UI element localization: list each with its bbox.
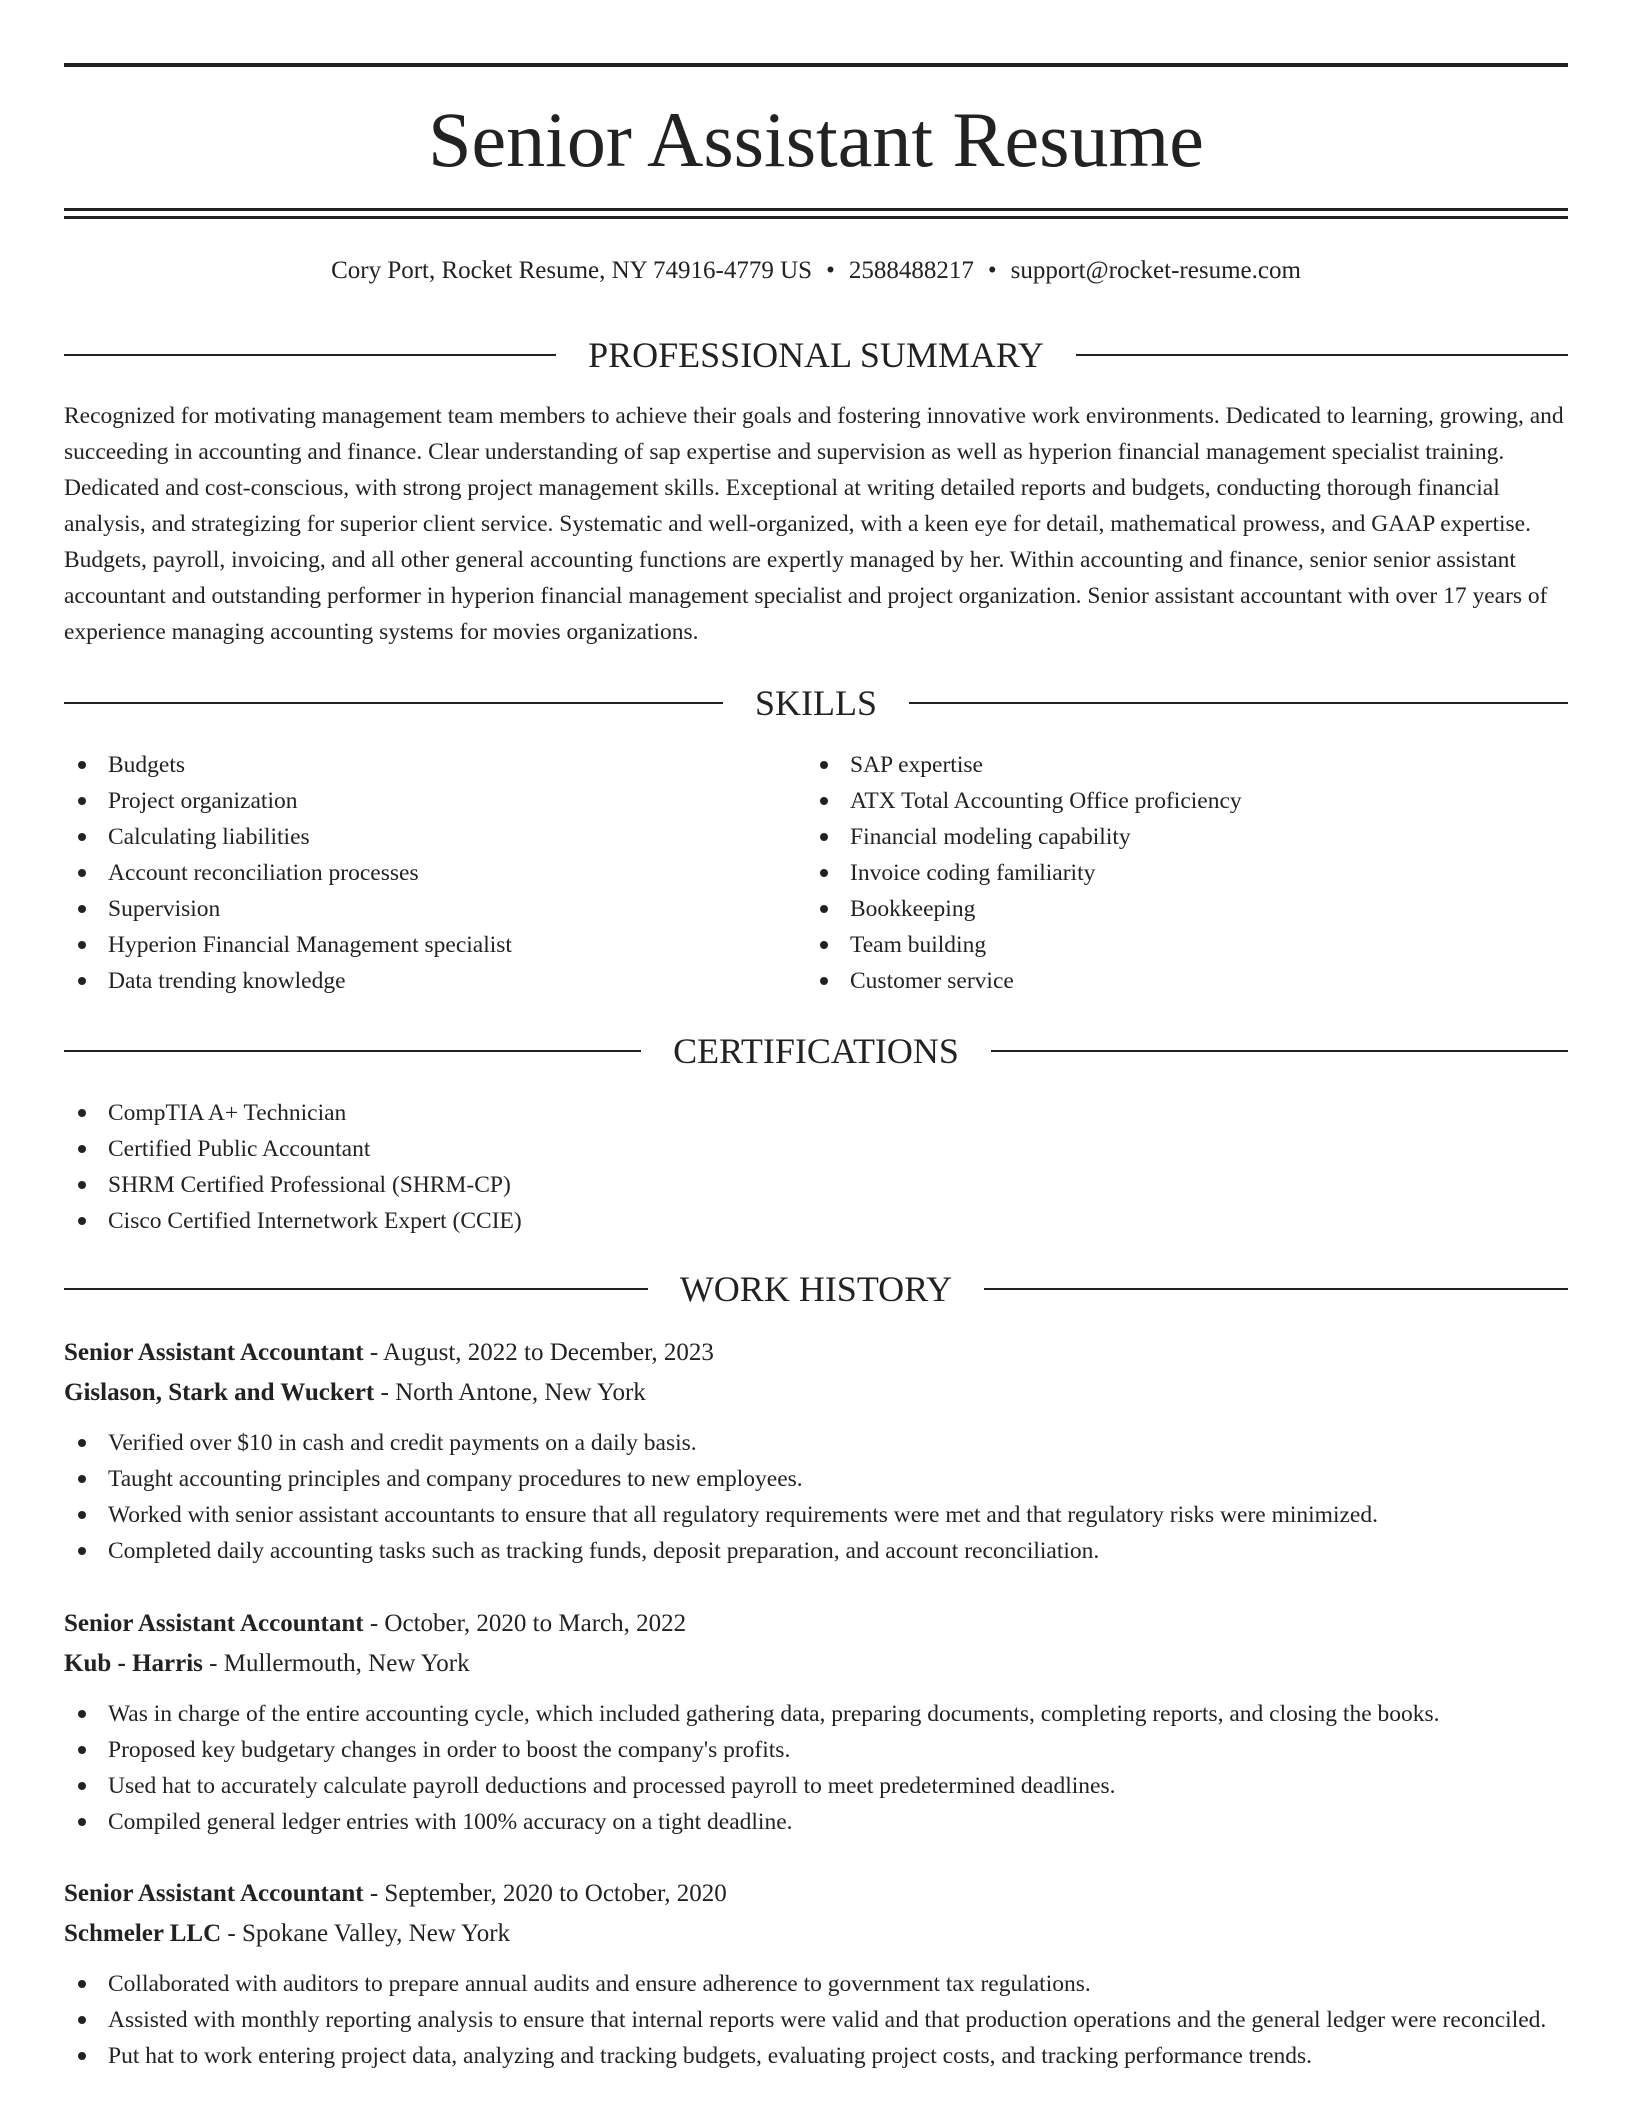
skill-item: Account reconciliation processes xyxy=(64,855,804,891)
certification-item: SHRM Certified Professional (SHRM-CP) xyxy=(64,1167,1568,1203)
job-duty: Was in charge of the entire accounting cycle, which included gathering data, preparing documents, completing reports, and closing the books. xyxy=(64,1696,1568,1732)
skill-item: Invoice coding familiarity xyxy=(806,855,1568,891)
bullet-icon xyxy=(78,1511,86,1519)
job-dates: - September, 2020 to October, 2020 xyxy=(363,1880,727,1907)
job-title-line xyxy=(64,1604,1568,1644)
bullet-icon xyxy=(820,761,828,769)
skill-item: SAP expertise xyxy=(806,747,1568,783)
title-rule-upper xyxy=(64,208,1568,211)
bullet-icon xyxy=(78,1818,86,1826)
job-dates: - August, 2022 to December, 2023 xyxy=(363,1339,714,1366)
job-location: - Spokane Valley, New York xyxy=(221,1920,511,1947)
job-duty: Verified over $10 in cash and credit payments on a daily basis. xyxy=(64,1425,1568,1461)
bullet-icon xyxy=(78,977,86,985)
job-location: - North Antone, New York xyxy=(374,1379,646,1406)
job-duties-list xyxy=(64,1696,1568,1840)
skill-item: Budgets xyxy=(64,747,804,783)
skill-item: Data trending knowledge xyxy=(64,963,804,999)
job-dates: - October, 2020 to March, 2022 xyxy=(363,1610,687,1637)
job-title-line xyxy=(64,1874,1568,1914)
section-title-skills: SKILLS xyxy=(755,683,878,723)
job-title: Senior Assistant Accountant xyxy=(64,1880,364,1907)
contact-email: support@rocket-resume.com xyxy=(1010,257,1301,284)
job-duty: Completed daily accounting tasks such as tracking funds, deposit preparation, and account reconciliation. xyxy=(64,1533,1568,1569)
divider-line xyxy=(984,1288,1568,1290)
skills-list-left xyxy=(64,747,804,999)
job-duties-list xyxy=(64,1425,1568,1569)
skills-list-right xyxy=(806,747,1568,999)
bullet-icon xyxy=(78,1109,86,1117)
contact-phone: 2588488217 xyxy=(848,257,974,284)
divider-line xyxy=(909,702,1568,704)
resume-title: Senior Assistant Resume xyxy=(428,96,1204,183)
bullet-icon xyxy=(78,1439,86,1447)
skill-item: Team building xyxy=(806,927,1568,963)
job-duties-list xyxy=(64,1966,1568,2074)
job-duty: Put hat to work entering project data, analyzing and tracking budgets, evaluating project costs, and tracking performance trends. xyxy=(64,2038,1568,2074)
job-duty: Collaborated with auditors to prepare annual audits and ensure adherence to government tax regulations. xyxy=(64,1966,1568,2002)
top-rule xyxy=(64,63,1568,67)
job-entry xyxy=(64,1333,1568,1569)
bullet-icon xyxy=(78,2052,86,2060)
contact-address: Cory Port, Rocket Resume, NY 74916-4779 US xyxy=(331,257,813,284)
job-title: Senior Assistant Accountant xyxy=(64,1610,364,1637)
bullet-icon xyxy=(78,2016,86,2024)
section-header-skills xyxy=(64,681,1568,725)
section-title-summary: PROFESSIONAL SUMMARY xyxy=(588,335,1044,375)
job-duty: Compiled general ledger entries with 100% accuracy on a tight deadline. xyxy=(64,1804,1568,1840)
bullet-icon xyxy=(78,905,86,913)
skill-item: Project organization xyxy=(64,783,804,819)
certification-item: CompTIA A+ Technician xyxy=(64,1095,1568,1131)
bullet-icon xyxy=(78,833,86,841)
job-duty: Assisted with monthly reporting analysis to ensure that internal reports were valid and that production operations and the general ledger were reconciled. xyxy=(64,2002,1568,2038)
divider-line xyxy=(64,1288,648,1290)
skill-item: Financial modeling capability xyxy=(806,819,1568,855)
skill-item: Calculating liabilities xyxy=(64,819,804,855)
job-entry xyxy=(64,1604,1568,1840)
divider-line xyxy=(64,354,556,356)
divider-line xyxy=(64,1050,641,1052)
section-header-summary xyxy=(64,333,1568,377)
bullet-icon xyxy=(78,869,86,877)
job-company: Kub - Harris xyxy=(64,1650,203,1677)
bullet-icon xyxy=(820,833,828,841)
bullet-icon xyxy=(820,869,828,877)
certifications-list xyxy=(64,1095,1568,1239)
divider-line xyxy=(1076,354,1568,356)
bullet-icon xyxy=(820,977,828,985)
certification-item: Certified Public Accountant xyxy=(64,1131,1568,1167)
job-company-line xyxy=(64,1373,1568,1413)
bullet-icon xyxy=(78,941,86,949)
job-title: Senior Assistant Accountant xyxy=(64,1339,364,1366)
section-title-certifications: CERTIFICATIONS xyxy=(673,1031,959,1071)
bullet-icon xyxy=(78,1782,86,1790)
job-duty: Worked with senior assistant accountants to ensure that all regulatory requirements were met and that regulatory risks were minimized. xyxy=(64,1497,1568,1533)
bullet-icon xyxy=(820,905,828,913)
job-company: Schmeler LLC xyxy=(64,1920,222,1947)
bullet-icon xyxy=(78,1710,86,1718)
section-header-certifications xyxy=(64,1029,1568,1073)
title-rule-lower xyxy=(64,216,1568,219)
summary-text: Recognized for motivating management team members to achieve their goals and fostering innovative work environments. Dedicated to learning, growing, and succeeding in accounting and finance. Clear understanding of sap expertise and supervision as well as hyperion financial management specialist training. Dedicated and cost-conscious, with strong project management skills. Exceptional at writing detailed reports and budgets, conducting thorough financial analysis, and strategizing for superior client service. Systematic and well-organized, with a keen eye for detail, mathematical prowess, and GAAP expertise. Budgets, payroll, invoicing, and all other general accounting functions are expertly managed by her. Within accounting and finance, senior senior assistant accountant and outstanding performer in hyperion financial management specialist and project organization. Senior assistant accountant with over 17 years of experience managing accounting systems for movies organizations. xyxy=(64,403,1564,645)
contact-separator: • xyxy=(826,257,835,284)
job-company-line xyxy=(64,1914,1568,1954)
bullet-icon xyxy=(78,1547,86,1555)
bullet-icon xyxy=(78,1475,86,1483)
job-duty: Taught accounting principles and company procedures to new employees. xyxy=(64,1461,1568,1497)
skill-item: Hyperion Financial Management specialist xyxy=(64,927,804,963)
certification-item: Cisco Certified Internetwork Expert (CCIE) xyxy=(64,1203,1568,1239)
bullet-icon xyxy=(78,761,86,769)
job-duty: Used hat to accurately calculate payroll deductions and processed payroll to meet predetermined deadlines. xyxy=(64,1768,1568,1804)
bullet-icon xyxy=(78,1217,86,1225)
skill-item: ATX Total Accounting Office proficiency xyxy=(806,783,1568,819)
job-duty: Proposed key budgetary changes in order to boost the company's profits. xyxy=(64,1732,1568,1768)
divider-line xyxy=(991,1050,1568,1052)
job-location: - Mullermouth, New York xyxy=(202,1650,470,1677)
skill-item: Supervision xyxy=(64,891,804,927)
bullet-icon xyxy=(78,1746,86,1754)
job-company-line xyxy=(64,1644,1568,1684)
contact-line xyxy=(64,254,1568,288)
bullet-icon xyxy=(78,1181,86,1189)
bullet-icon xyxy=(78,1980,86,1988)
bullet-icon xyxy=(820,797,828,805)
job-company: Gislason, Stark and Wuckert xyxy=(64,1379,375,1406)
job-title-line xyxy=(64,1333,1568,1373)
skill-item: Bookkeeping xyxy=(806,891,1568,927)
contact-separator: • xyxy=(987,257,997,284)
section-header-work-history xyxy=(64,1267,1568,1311)
bullet-icon xyxy=(78,1145,86,1153)
skill-item: Customer service xyxy=(806,963,1568,999)
job-entry xyxy=(64,1874,1568,2074)
bullet-icon xyxy=(820,941,828,949)
bullet-icon xyxy=(78,797,86,805)
divider-line xyxy=(64,702,723,704)
section-title-work-history: WORK HISTORY xyxy=(679,1269,953,1309)
